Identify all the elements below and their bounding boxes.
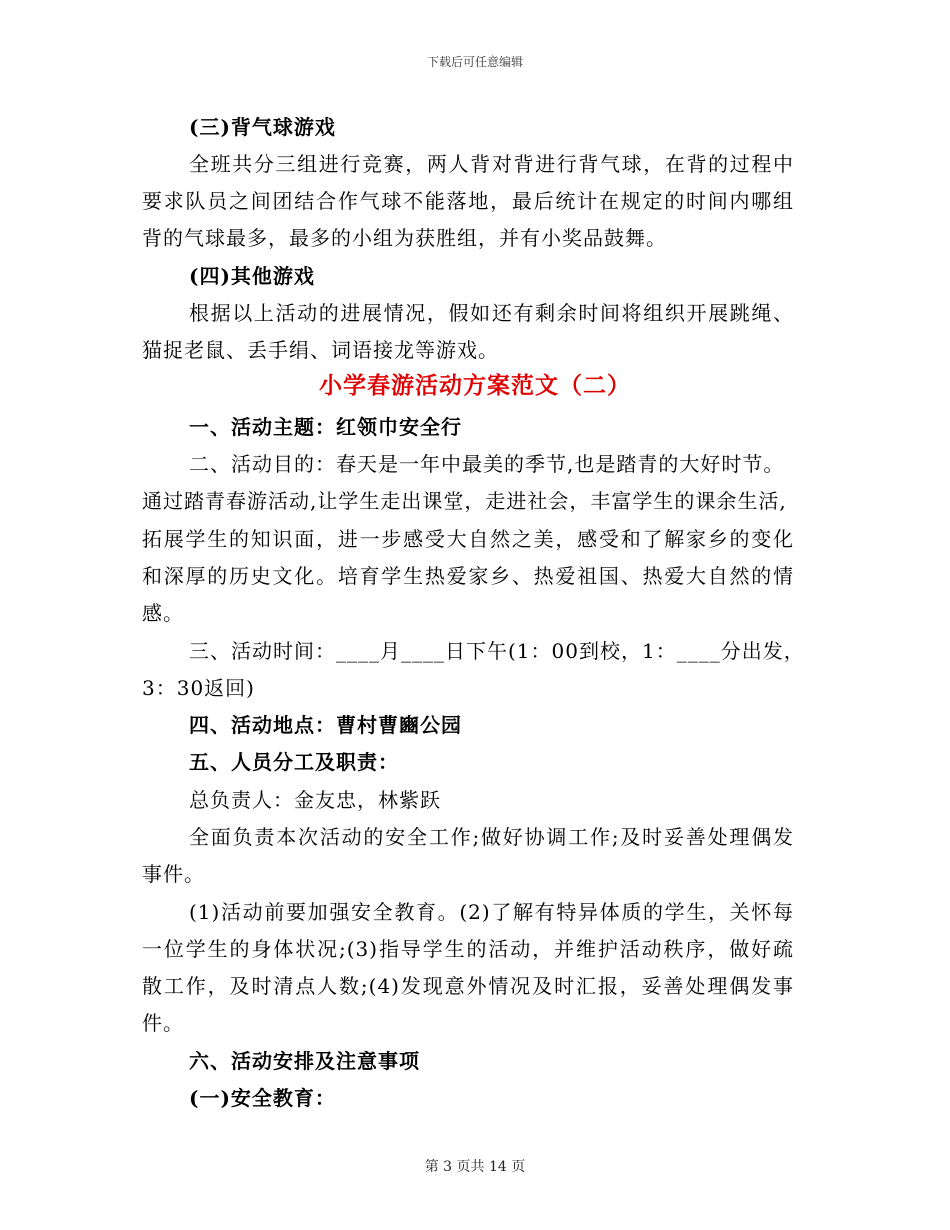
section-heading-other-games: (四)其他游戏 — [189, 264, 315, 288]
section-heading-balloon-game: (三)背气球游戏 — [189, 115, 336, 139]
page-footer: 第 3 页共 14 页 — [424, 1159, 526, 1175]
paragraph-line: 猫捉老鼠、丢手绢、词语接龙等游戏。 — [142, 338, 499, 362]
section-heading-arrangements: 六、活动安排及注意事项 — [189, 1049, 420, 1073]
paragraph-line: 事件。 — [142, 862, 205, 886]
paragraph-line: 全班共分三组进行竞赛，两人背对背进行背气球，在背的过程中 — [189, 152, 794, 176]
paragraph-line: 根据以上活动的进展情况，假如还有剩余时间将组织开展跳绳、 — [189, 301, 794, 325]
paragraph-line: 二、活动目的：春天是一年中最美的季节,也是踏青的大好时节。 — [189, 452, 785, 476]
paragraph-line: 背的气球最多，最多的小组为获胜组，并有小奖品鼓舞。 — [142, 226, 667, 250]
paragraph-line: 散工作，及时清点人数;(4)发现意外情况及时汇报，妥善处理偶发事 — [142, 974, 794, 998]
section-heading-theme: 一、活动主题：红领巾安全行 — [189, 415, 462, 439]
document-title: 小学春游活动方案范文（二） — [319, 372, 631, 399]
paragraph-line: 和深厚的历史文化。培育学生热爱家乡、热爱祖国、热爱大自然的情 — [142, 564, 794, 588]
paragraph-line: 全面负责本次活动的安全工作;做好协调工作;及时妥善处理偶发 — [189, 825, 794, 849]
paragraph-line: 要求队员之间团结合作气球不能落地，最后统计在规定的时间内哪组 — [142, 189, 794, 213]
page-header: 下载后可任意编辑 — [426, 55, 523, 69]
section-heading-staff: 五、人员分工及职责： — [189, 750, 399, 774]
section-heading-safety-education: (一)安全教育： — [189, 1086, 336, 1110]
paragraph-line: 拓展学生的知识面，进一步感受大自然之美，感受和了解家乡的变化 — [142, 527, 794, 551]
paragraph-line: 感。 — [142, 601, 184, 625]
paragraph-line: 3：30返回) — [142, 676, 255, 700]
section-heading-location: 四、活动地点：曹村曹豳公园 — [189, 713, 462, 737]
paragraph-line: 件。 — [142, 1011, 184, 1035]
paragraph-line: (1)活动前要加强安全教育。(2)了解有特异体质的学生，关怀每 — [189, 900, 794, 924]
paragraph-line: 一位学生的身体状况;(3)指导学生的活动，并维护活动秩序，做好疏 — [142, 937, 794, 961]
paragraph-line: 总负责人：金友忠，林紫跃 — [189, 788, 441, 812]
paragraph-line: 三、活动时间：____月____日下午(1：00到校，1：____分出发， — [189, 639, 805, 663]
paragraph-line: 通过踏青春游活动,让学生走出课堂，走进社会，丰富学生的课余生活, — [142, 489, 787, 513]
